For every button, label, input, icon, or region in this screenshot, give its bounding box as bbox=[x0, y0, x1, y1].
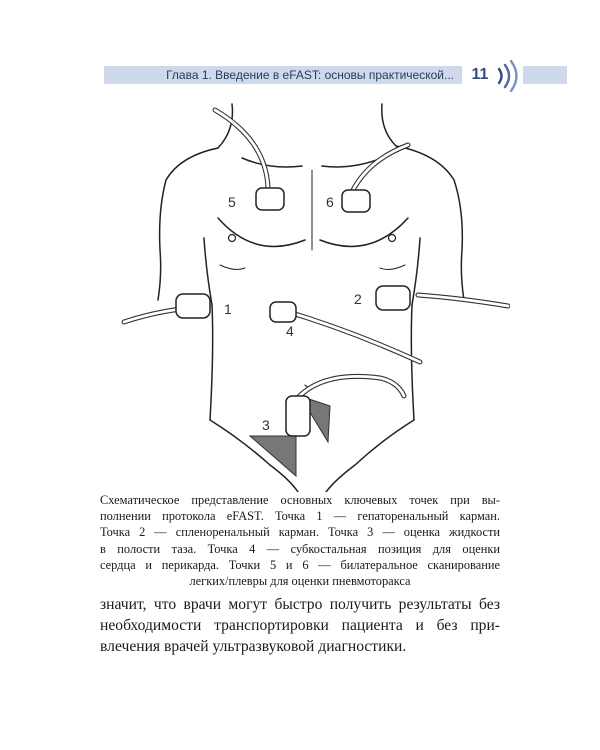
point-label-4: 4 bbox=[286, 323, 294, 339]
page-number: 11 bbox=[471, 66, 489, 83]
figure-caption bbox=[100, 492, 500, 589]
header-band-right bbox=[523, 66, 567, 84]
point-label-2: 2 bbox=[354, 291, 362, 307]
caption-line: полнении протокола eFAST. Точка 1 — гепаторенальный карман. bbox=[100, 509, 500, 524]
caption-line: сердца и перикарда. Точки 5 и 6 — билатеральное сканирование bbox=[100, 557, 500, 572]
point-label-6: 6 bbox=[326, 194, 334, 210]
caption-line: легких/плевры для оценки пневмоторакса bbox=[189, 574, 411, 589]
caption-line: Схематическое представление основных ключевых точек при вы- bbox=[100, 493, 500, 507]
caption-line: Точка 2 — спленоренальный карман. Точка 3 — оценка жидкости bbox=[100, 525, 500, 540]
efast-torso-illustration bbox=[120, 100, 510, 492]
body-line: значит, что врачи могут быстро получить результаты без bbox=[100, 596, 500, 613]
point-label-1: 1 bbox=[224, 301, 232, 317]
caption-line: в полости таза. Точка 4 — субкостальная позиция для оценки bbox=[100, 541, 500, 556]
body-line: необходимости транспортировки пациента и без при- bbox=[100, 617, 500, 634]
body-paragraph bbox=[100, 594, 500, 657]
running-header: Глава 1. Введение в eFAST: основы практической... bbox=[166, 68, 454, 82]
body-line: влечения врачей ультразвуковой диагностики. bbox=[100, 638, 407, 655]
point-label-3: 3 bbox=[262, 417, 270, 433]
sound-waves-icon bbox=[494, 60, 524, 92]
point-label-5: 5 bbox=[228, 194, 236, 210]
